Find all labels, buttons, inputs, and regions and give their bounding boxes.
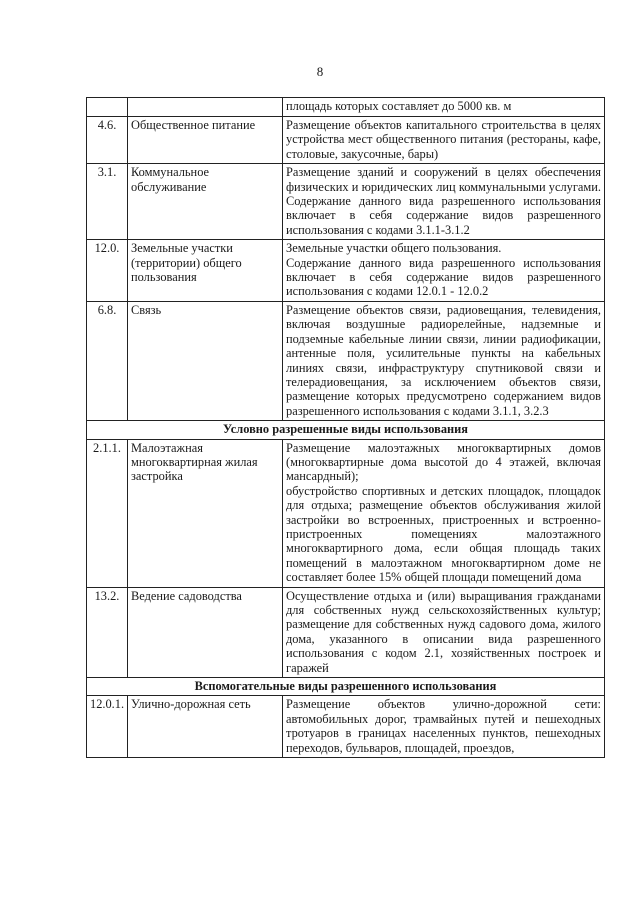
description-cell: Размещение объектов капитального строительства в целях устройства мест общественного питания (рестораны, кафе, столовые, закусочные, бары) <box>283 117 605 164</box>
section-title: Вспомогательные виды разрешенного использования <box>87 678 605 696</box>
description-cell: Земельные участки общего пользования. Содержание данного вида разрешенного использования включает в себя содержание видов разрешенного использования с кодами 12.0.1 - 12.0.2 <box>283 240 605 302</box>
name-cell: Улично-дорожная сеть <box>128 696 283 758</box>
code-cell: 12.0. <box>87 240 128 302</box>
name-cell: Общественное питание <box>128 117 283 164</box>
table-row <box>87 164 605 240</box>
description-cell: Осуществление отдыха и (или) выращивания гражданами для собственных нужд сельскохозяйственных культур; размещение для собственных нужд садового дома, жилого дома, указанного в описании вида разрешенного использования с кодом 2.1, хозяйственных построек и гаражей <box>283 587 605 677</box>
section-header-row <box>87 421 605 439</box>
land-use-table <box>86 97 605 758</box>
page-number: 8 <box>316 64 324 79</box>
name-cell: Малоэтажная многоквартирная жилая застройка <box>128 439 283 587</box>
name-cell: Связь <box>128 301 283 420</box>
description-cell: площадь которых составляет до 5000 кв. м <box>283 98 605 117</box>
table-row <box>87 587 605 677</box>
code-cell: 6.8. <box>87 301 128 420</box>
description-cell: Размещение малоэтажных многоквартирных домов (многоквартирные дома высотой до 4 этажей, включая мансардный); обустройство спортивных и детских площадок, площадок для отдыха; размещение объектов обслуживания жилой застройки во встроенных, пристроенных и встроенно-пристроенных помещениях малоэтажного многоквартирного дома, если общая площадь таких помещений в малоэтажном многоквартирном доме не составляет более 15% общей площади помещений дома <box>283 439 605 587</box>
description-cell: Размещение зданий и сооружений в целях обеспечения физических и юридических лиц коммунальными услугами. Содержание данного вида разрешенного использования включает в себя содержание видов разрешенного использования с кодами 3.1.1-3.1.2 <box>283 164 605 240</box>
table-row <box>87 240 605 302</box>
description-cell: Размещение объектов связи, радиовещания, телевидения, включая воздушные радиорелейные, надземные и подземные кабельные линии связи, линии радиофикации, антенные поля, усилительные пункты на кабельных линиях связи, инфраструктуру спутниковой связи и телерадиовещания, за исключением объектов связи, размещение которых предусмотрено содержанием видов разрешенного использования с кодами 3.1.1, 3.2.3 <box>283 301 605 420</box>
table-row <box>87 696 605 758</box>
code-cell <box>87 98 128 117</box>
section-title: Условно разрешенные виды использования <box>87 421 605 439</box>
table-row <box>87 98 605 117</box>
table-row <box>87 301 605 420</box>
name-cell: Коммунальное обслуживание <box>128 164 283 240</box>
section-header-row <box>87 678 605 696</box>
table-row <box>87 117 605 164</box>
code-cell: 12.0.1. <box>87 696 128 758</box>
code-cell: 2.1.1. <box>87 439 128 587</box>
table-row <box>87 439 605 587</box>
code-cell: 13.2. <box>87 587 128 677</box>
name-cell: Земельные участки (территории) общего пользования <box>128 240 283 302</box>
name-cell <box>128 98 283 117</box>
description-cell: Размещение объектов улично-дорожной сети: автомобильных дорог, трамвайных путей и пешеходных тротуаров в границах населенных пунктов, пешеходных переходов, бульваров, площадей, проездов, <box>283 696 605 758</box>
name-cell: Ведение садоводства <box>128 587 283 677</box>
code-cell: 3.1. <box>87 164 128 240</box>
code-cell: 4.6. <box>87 117 128 164</box>
